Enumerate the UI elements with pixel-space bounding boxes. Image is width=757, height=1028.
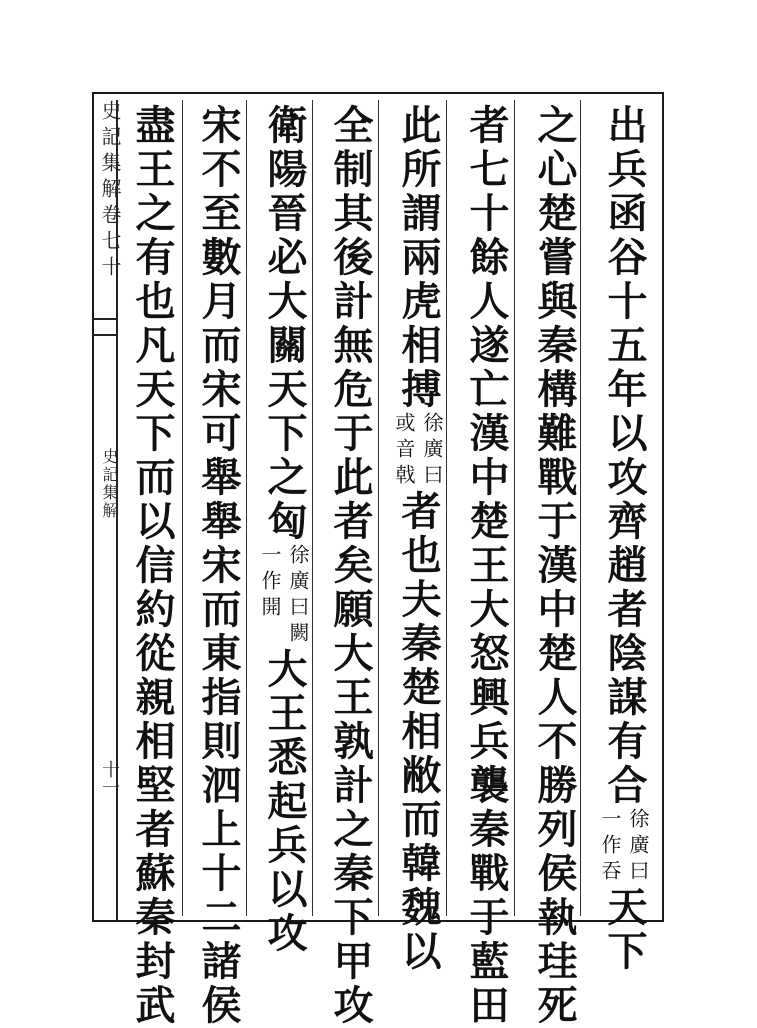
note-line: 徐廣曰闕 xyxy=(286,544,310,648)
text-column-8 xyxy=(122,104,182,1028)
fishtail-mark xyxy=(92,318,116,336)
main-text: 大王悉起兵以攻 xyxy=(261,648,308,956)
note-line: 徐廣曰 xyxy=(420,412,444,490)
main-text: 全制其後計無危于此者矣願大王孰計之秦下甲攻 xyxy=(327,104,374,1028)
column-rule xyxy=(182,100,183,916)
text-column-6 xyxy=(254,104,314,956)
spine-page-number: 十一 xyxy=(99,760,120,796)
text-column-2 xyxy=(524,104,584,1028)
main-text: 天下 xyxy=(601,886,648,974)
text-column-3 xyxy=(456,104,516,1028)
main-text: 之心楚嘗與秦構難戰于漢中楚人不勝列侯執珪死 xyxy=(531,104,578,1028)
note-line: 或音戟 xyxy=(392,412,416,490)
main-text: 出兵函谷十五年以攻齊趙者陰謀有合 xyxy=(601,104,648,808)
note-line: 一作開 xyxy=(258,544,282,622)
main-text: 宋不至數月而宋可舉舉宋而東指則泗上十二諸侯 xyxy=(195,104,242,1028)
main-text: 盡王之有也凡天下而以信約從親相堅者蘇秦封武 xyxy=(129,104,176,1028)
text-column-4 xyxy=(388,104,448,974)
main-text: 此所謂兩虎相搏 xyxy=(395,104,442,412)
spine-title: 史記集解卷七十 xyxy=(98,100,122,282)
main-text: 者也夫秦楚相敝而韓魏以 xyxy=(395,490,442,974)
note-line: 一作吞 xyxy=(598,808,622,886)
main-text: 者七十餘人遂亡漢中楚王大怒興兵襲秦戰于藍田 xyxy=(463,104,510,1028)
text-column-7 xyxy=(188,104,248,1028)
main-text: 衛陽晉必大關天下之匈 xyxy=(261,104,308,544)
text-column-1 xyxy=(594,104,654,974)
spine-collection-title: 史記集解 xyxy=(100,448,119,520)
note-line: 徐廣曰 xyxy=(626,808,650,886)
